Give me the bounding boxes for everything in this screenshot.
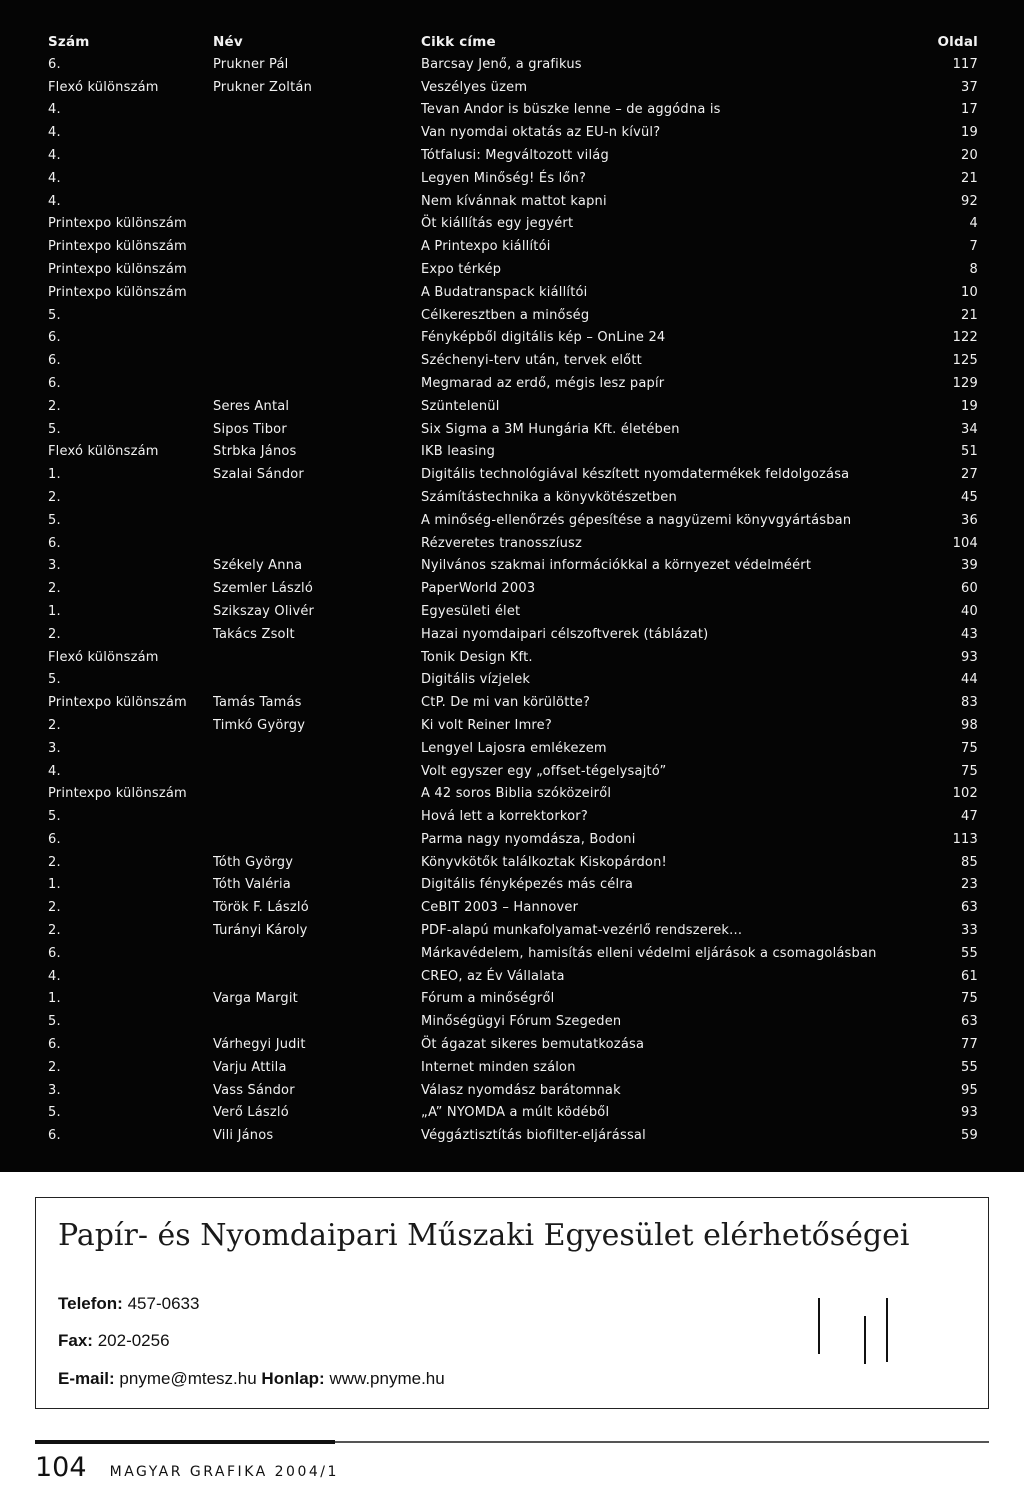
cell-title: Nem kívánnak mattot kapni <box>421 193 607 209</box>
table-row <box>48 647 978 670</box>
table-row <box>48 920 978 943</box>
table-row <box>48 396 978 419</box>
cell-page: 8 <box>969 261 978 277</box>
cell-author <box>213 487 421 510</box>
cell-author: Török F. László <box>213 900 309 916</box>
table-row <box>48 259 978 282</box>
cell-author <box>213 305 421 328</box>
phone-number: 457-0633 <box>127 1294 200 1313</box>
cell-issue: Flexó különszám <box>48 649 159 665</box>
cell-author <box>213 783 421 806</box>
cell-author: Strbka János <box>213 444 297 460</box>
cell-issue: 6. <box>48 831 61 847</box>
table-row <box>48 419 978 442</box>
cell-issue: Flexó különszám <box>48 79 159 95</box>
cell-page: 21 <box>961 170 978 186</box>
cell-page: 77 <box>961 1037 978 1053</box>
table-row <box>48 988 978 1011</box>
table-row <box>48 738 978 761</box>
cell-page: 60 <box>961 581 978 597</box>
cell-author <box>213 738 421 761</box>
cell-author: Verő László <box>213 1105 289 1121</box>
cell-author: Varga Margit <box>213 991 298 1007</box>
cell-page: 92 <box>961 193 978 209</box>
cell-page: 44 <box>961 672 978 688</box>
table-row <box>48 829 978 852</box>
header-page: Oldal <box>937 34 978 50</box>
table-row <box>48 897 978 920</box>
table-row <box>48 327 978 350</box>
table-row <box>48 487 978 510</box>
cell-title: Könyvkötők találkoztak Kiskopárdon! <box>421 854 667 870</box>
table-row <box>48 601 978 624</box>
table-row <box>48 122 978 145</box>
table-row <box>48 213 978 236</box>
cell-page: 95 <box>961 1082 978 1098</box>
table-row <box>48 533 978 556</box>
cell-page: 117 <box>952 56 978 72</box>
cell-page: 75 <box>961 740 978 756</box>
cell-author <box>213 350 421 373</box>
cell-page: 125 <box>952 353 978 369</box>
cell-page: 39 <box>961 558 978 574</box>
cell-author: Szikszay Olivér <box>213 603 315 619</box>
cell-issue: 2. <box>48 1059 61 1075</box>
cell-title: Véggáztisztítás biofilter-eljárással <box>421 1128 646 1144</box>
cell-title: Expo térkép <box>421 261 502 277</box>
email-web-line <box>58 1369 445 1389</box>
cell-issue: Printexpo különszám <box>48 786 187 802</box>
cell-title: Szüntelenül <box>421 398 500 414</box>
cell-author: Tóth Valéria <box>213 877 291 893</box>
cell-title: Márkavédelem, hamisítás elleni védelmi eljárások a csomagolásban <box>421 945 877 961</box>
cell-title: Fényképből digitális kép – OnLine 24 <box>421 330 666 346</box>
cell-page: 63 <box>961 900 978 916</box>
table-body <box>48 54 978 1148</box>
cell-page: 59 <box>961 1128 978 1144</box>
cell-issue: 2. <box>48 717 61 733</box>
cell-author <box>213 829 421 852</box>
cell-page: 19 <box>961 125 978 141</box>
cell-author: Vili János <box>213 1128 274 1144</box>
cell-issue: 1. <box>48 991 61 1007</box>
cell-page: 75 <box>961 763 978 779</box>
cell-page: 45 <box>961 489 978 505</box>
cell-title: Parma nagy nyomdásza, Bodoni <box>421 831 636 847</box>
cell-title: Digitális vízjelek <box>421 672 531 688</box>
cell-title: „A” NYOMDA a múlt ködéből <box>421 1105 610 1121</box>
table-row <box>48 761 978 784</box>
cell-author: Seres Antal <box>213 398 290 414</box>
cell-issue: 6. <box>48 56 61 72</box>
table-row <box>48 806 978 829</box>
logo-bars-graphic <box>816 1298 896 1364</box>
cell-title: Ki volt Reiner Imre? <box>421 717 552 733</box>
header-title: Cikk címe <box>421 34 496 50</box>
cell-author <box>213 122 421 145</box>
contact-box <box>35 1197 989 1409</box>
cell-title: Nyilvános szakmai információkkal a környezet védelméért <box>421 558 812 574</box>
cell-page: 23 <box>961 877 978 893</box>
web-link[interactable]: www.pnyme.hu <box>329 1369 445 1388</box>
cell-page: 122 <box>952 330 978 346</box>
table-row <box>48 441 978 464</box>
cell-title: Hová lett a korrektorkor? <box>421 809 588 825</box>
cell-title: A Budatranspack kiállítói <box>421 284 588 300</box>
cell-title: Van nyomdai oktatás az EU-n kívül? <box>421 125 661 141</box>
cell-title: CtP. De mi van körülötte? <box>421 695 591 711</box>
web-label: Honlap: <box>261 1369 325 1388</box>
table-row <box>48 1125 978 1148</box>
table-row <box>48 692 978 715</box>
cell-issue: 4. <box>48 170 61 186</box>
cell-author <box>213 282 421 305</box>
cell-title: Tótfalusi: Megváltozott világ <box>421 147 609 163</box>
cell-page: 19 <box>961 398 978 414</box>
cell-title: A minőség-ellenőrzés gépesítése a nagyüzemi könyvgyártásban <box>421 512 852 528</box>
cell-page: 93 <box>961 649 978 665</box>
cell-issue: 4. <box>48 125 61 141</box>
cell-issue: Printexpo különszám <box>48 284 187 300</box>
cell-issue: 4. <box>48 102 61 118</box>
cell-title: Digitális technológiával készített nyomdatermékek feldolgozása <box>421 467 850 483</box>
cell-page: 47 <box>961 809 978 825</box>
cell-issue: 6. <box>48 330 61 346</box>
table-row <box>48 191 978 214</box>
cell-issue: 5. <box>48 809 61 825</box>
cell-title: Legyen Minőség! És lőn? <box>421 170 587 186</box>
table-row <box>48 282 978 305</box>
cell-title: IKB leasing <box>421 444 496 460</box>
cell-issue: 2. <box>48 489 61 505</box>
cell-page: 20 <box>961 147 978 163</box>
cell-title: CeBIT 2003 – Hannover <box>421 900 579 916</box>
cell-issue: Printexpo különszám <box>48 216 187 232</box>
magazine-issue: MAGYAR GRAFIKA 2004/1 <box>109 1464 339 1480</box>
cell-title: Célkeresztben a minőség <box>421 307 590 323</box>
cell-author: Takács Zsolt <box>213 626 295 642</box>
cell-page: 34 <box>961 421 978 437</box>
cell-issue: 3. <box>48 558 61 574</box>
cell-page: 102 <box>952 786 978 802</box>
cell-issue: Printexpo különszám <box>48 695 187 711</box>
cell-author <box>213 510 421 533</box>
cell-issue: 4. <box>48 193 61 209</box>
cell-page: 33 <box>961 923 978 939</box>
header-name: Név <box>213 34 243 50</box>
cell-title: Lengyel Lajosra emlékezem <box>421 740 607 756</box>
cell-issue: 4. <box>48 968 61 984</box>
cell-title: Megmarad az erdő, mégis lesz papír <box>421 375 665 391</box>
cell-title: Széchenyi-terv után, tervek előtt <box>421 353 642 369</box>
cell-title: A 42 soros Biblia szóközeiről <box>421 786 612 802</box>
table-row <box>48 510 978 533</box>
cell-title: Veszélyes üzem <box>421 79 528 95</box>
cell-author <box>213 669 421 692</box>
cell-page: 21 <box>961 307 978 323</box>
cell-issue: 1. <box>48 467 61 483</box>
table-row <box>48 350 978 373</box>
cell-author: Vass Sándor <box>213 1082 295 1098</box>
phone-label: Telefon: <box>58 1294 123 1313</box>
footer-rule-thin <box>335 1441 989 1443</box>
cell-page: 113 <box>952 831 978 847</box>
cell-author: Szalai Sándor <box>213 467 304 483</box>
cell-page: 10 <box>961 284 978 300</box>
cell-issue: 6. <box>48 535 61 551</box>
cell-page: 27 <box>961 467 978 483</box>
table-row <box>48 77 978 100</box>
table-row <box>48 669 978 692</box>
table-row <box>48 236 978 259</box>
author-index-table <box>48 31 978 1148</box>
cell-author <box>213 236 421 259</box>
cell-issue: 4. <box>48 147 61 163</box>
cell-title: Tevan Andor is büszke lenne – de aggódna is <box>421 102 721 118</box>
cell-title: Egyesületi élet <box>421 603 521 619</box>
table-row <box>48 715 978 738</box>
table-row <box>48 783 978 806</box>
page-footer <box>35 1452 339 1492</box>
cell-author <box>213 259 421 282</box>
cell-issue: 1. <box>48 877 61 893</box>
table-row <box>48 305 978 328</box>
cell-title: Öt ágazat sikeres bemutatkozása <box>421 1037 645 1053</box>
cell-author: Prukner Zoltán <box>213 79 313 95</box>
phone-line <box>58 1294 199 1314</box>
cell-issue: 6. <box>48 1128 61 1144</box>
cell-issue: Flexó különszám <box>48 444 159 460</box>
cell-author <box>213 373 421 396</box>
table-row <box>48 1057 978 1080</box>
cell-page: 104 <box>952 535 978 551</box>
table-row <box>48 1011 978 1034</box>
table-row <box>48 555 978 578</box>
cell-issue: 5. <box>48 1014 61 1030</box>
cell-author: Várhegyi Judit <box>213 1037 306 1053</box>
table-row <box>48 852 978 875</box>
cell-page: 129 <box>952 375 978 391</box>
fax-number: 202-0256 <box>97 1331 170 1350</box>
page-number: 104 <box>35 1452 87 1483</box>
cell-issue: 5. <box>48 307 61 323</box>
cell-issue: 2. <box>48 854 61 870</box>
cell-issue: 6. <box>48 353 61 369</box>
footer-rule <box>35 1440 335 1444</box>
cell-page: 93 <box>961 1105 978 1121</box>
cell-title: Barcsay Jenő, a grafikus <box>421 56 582 72</box>
cell-author: Prukner Pál <box>213 56 289 72</box>
table-row <box>48 145 978 168</box>
cell-author: Tóth György <box>213 854 294 870</box>
table-row <box>48 168 978 191</box>
cell-page: 4 <box>969 216 978 232</box>
fax-label: Fax: <box>58 1331 93 1350</box>
fax-line <box>58 1331 170 1351</box>
cell-issue: Printexpo különszám <box>48 261 187 277</box>
cell-title: Öt kiállítás egy jegyért <box>421 216 574 232</box>
cell-page: 37 <box>961 79 978 95</box>
cell-issue: 2. <box>48 581 61 597</box>
cell-title: Minőségügyi Fórum Szegeden <box>421 1014 622 1030</box>
cell-issue: 3. <box>48 740 61 756</box>
cell-title: CREO, az Év Vállalata <box>421 968 565 984</box>
cell-page: 40 <box>961 603 978 619</box>
table-row <box>48 966 978 989</box>
cell-author: Turányi Károly <box>213 923 308 939</box>
contact-heading: Papír- és Nyomdaipari Műszaki Egyesület elérhetőségei <box>58 1218 910 1253</box>
table-row <box>48 464 978 487</box>
cell-issue: 5. <box>48 1105 61 1121</box>
cell-page: 63 <box>961 1014 978 1030</box>
cell-author <box>213 533 421 556</box>
cell-author <box>213 191 421 214</box>
table-header-row <box>48 31 978 54</box>
cell-title: PaperWorld 2003 <box>421 581 536 597</box>
cell-page: 61 <box>961 968 978 984</box>
cell-issue: 5. <box>48 421 61 437</box>
cell-issue: 1. <box>48 603 61 619</box>
cell-page: 55 <box>961 945 978 961</box>
table-row <box>48 373 978 396</box>
table-row <box>48 54 978 77</box>
cell-issue: 5. <box>48 672 61 688</box>
email-label: E-mail: <box>58 1369 115 1388</box>
cell-title: Six Sigma a 3M Hungária Kft. életében <box>421 421 680 437</box>
cell-title: Számítástechnika a könyvkötészetben <box>421 489 677 505</box>
cell-title: Válasz nyomdász barátomnak <box>421 1082 621 1098</box>
cell-author <box>213 327 421 350</box>
cell-author <box>213 1011 421 1034</box>
cell-page: 7 <box>969 239 978 255</box>
cell-title: A Printexpo kiállítói <box>421 239 551 255</box>
cell-issue: 2. <box>48 626 61 642</box>
cell-title: Digitális fényképezés más célra <box>421 877 634 893</box>
table-row <box>48 943 978 966</box>
cell-issue: 6. <box>48 945 61 961</box>
cell-author <box>213 213 421 236</box>
cell-issue: 2. <box>48 900 61 916</box>
cell-page: 55 <box>961 1059 978 1075</box>
cell-title: Volt egyszer egy „offset-tégelysajtó” <box>421 763 667 779</box>
table-row <box>48 874 978 897</box>
cell-issue: 2. <box>48 923 61 939</box>
header-issue: Szám <box>48 34 90 50</box>
cell-title: Tonik Design Kft. <box>421 649 533 665</box>
cell-issue: 3. <box>48 1082 61 1098</box>
cell-page: 75 <box>961 991 978 1007</box>
cell-author: Varju Attila <box>213 1059 287 1075</box>
cell-page: 43 <box>961 626 978 642</box>
cell-author <box>213 761 421 784</box>
email-link[interactable]: pnyme@mtesz.hu <box>119 1369 257 1388</box>
cell-issue: 2. <box>48 398 61 414</box>
cell-title: Internet minden szálon <box>421 1059 576 1075</box>
cell-author: Szemler László <box>213 581 313 597</box>
cell-title: PDF-alapú munkafolyamat-vezérlő rendszerek... <box>421 923 743 939</box>
cell-page: 98 <box>961 717 978 733</box>
cell-author: Sipos Tibor <box>213 421 287 437</box>
cell-page: 85 <box>961 854 978 870</box>
cell-author <box>213 943 421 966</box>
cell-page: 36 <box>961 512 978 528</box>
cell-title: Rézveretes tranosszíusz <box>421 535 583 551</box>
cell-author <box>213 806 421 829</box>
cell-author <box>213 168 421 191</box>
table-row <box>48 1080 978 1103</box>
cell-author <box>213 99 421 122</box>
table-row <box>48 1034 978 1057</box>
cell-author <box>213 966 421 989</box>
cell-page: 17 <box>961 102 978 118</box>
cell-title: Hazai nyomdaipari célszoftverek (táblázat) <box>421 626 709 642</box>
cell-author: Timkó György <box>213 717 306 733</box>
table-row <box>48 99 978 122</box>
cell-issue: 4. <box>48 763 61 779</box>
cell-author <box>213 647 421 670</box>
cell-title: Fórum a minőségről <box>421 991 555 1007</box>
cell-author: Székely Anna <box>213 558 303 574</box>
cell-page: 51 <box>961 444 978 460</box>
cell-page: 83 <box>961 695 978 711</box>
table-row <box>48 578 978 601</box>
cell-issue: 6. <box>48 375 61 391</box>
cell-issue: 6. <box>48 1037 61 1053</box>
cell-issue: 5. <box>48 512 61 528</box>
table-row <box>48 1102 978 1125</box>
cell-issue: Printexpo különszám <box>48 239 187 255</box>
cell-author: Tamás Tamás <box>213 695 302 711</box>
table-row <box>48 624 978 647</box>
cell-author <box>213 145 421 168</box>
